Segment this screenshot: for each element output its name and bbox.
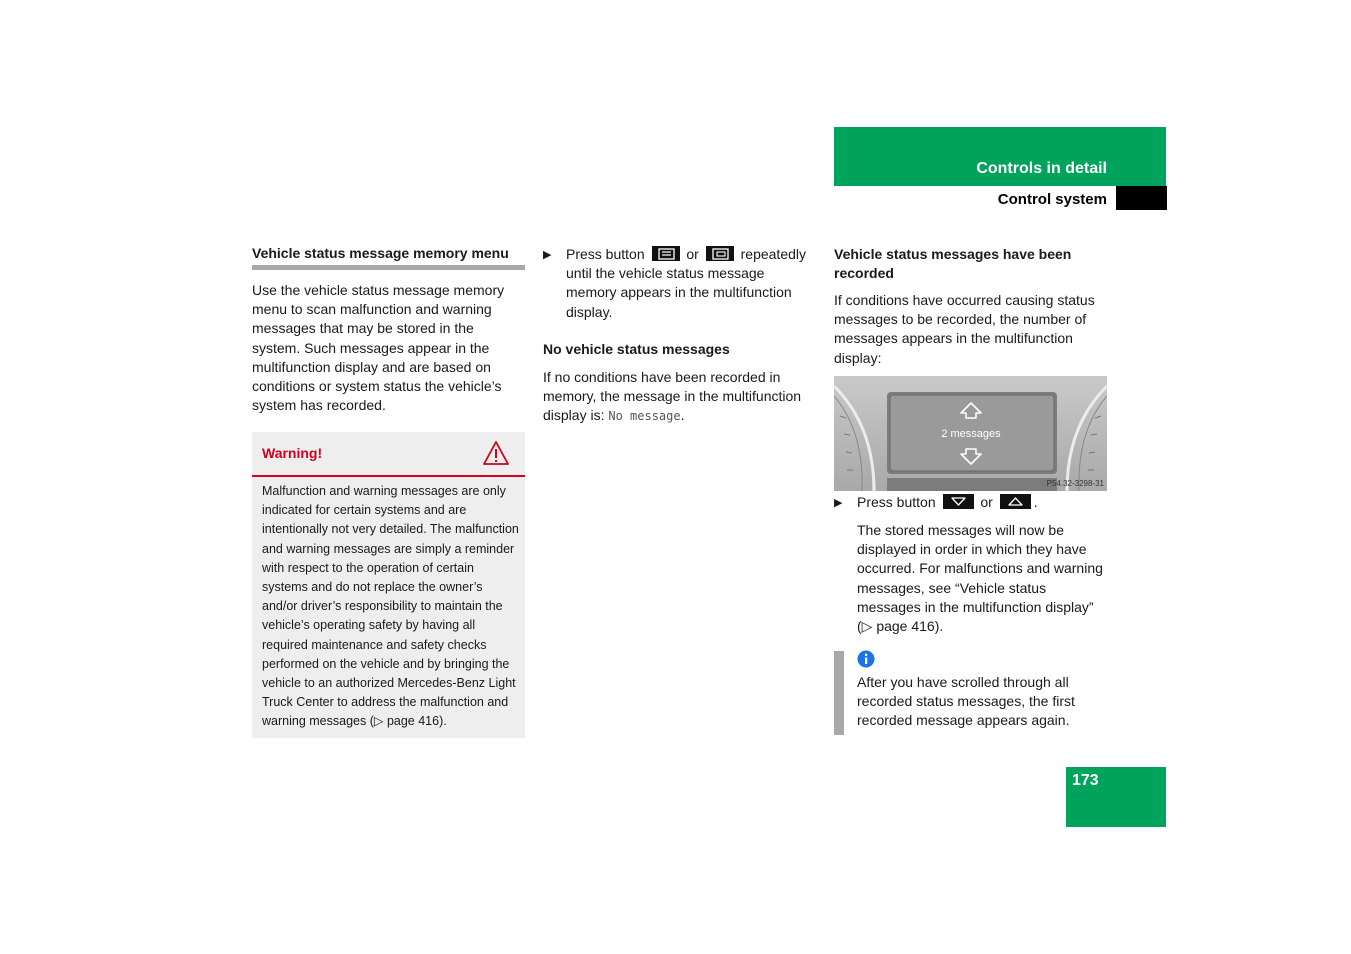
no-messages-text-end: . <box>680 407 685 424</box>
messages-recorded-heading: Vehicle status messages have been recorded <box>834 246 1072 282</box>
warning-triangle-icon <box>482 440 510 466</box>
step-bullet-icon: ▶ <box>543 249 552 261</box>
arrow-up-button-icon <box>1000 494 1031 509</box>
warning-text <box>262 482 520 732</box>
scroll-result-end: ). <box>934 618 944 635</box>
messages-recorded-text: If conditions have occurred causing status messages to be recorded, the number of messages appears in the multifunction display: <box>834 292 1095 366</box>
warning-text-main: Malfunction and warning messages are only indicated for certain systems and are intentionally not very detailed. The malfunction and warning messages are simply a reminder with respect to the operation of certain systems and do not replace the owner’s and/or driver’s responsibility to maintain the vehicle’s operating safety by having all required maintenance and safety checks performed on the vehicle and by bringing the vehicle to an authorized Mercedes-Benz Light Truck Center to address the malfunction and warning messages ( <box>262 484 519 729</box>
warning-text-end: ). <box>439 714 447 729</box>
scroll-button-step <box>857 493 1107 512</box>
memory-menu-intro: Use the vehicle status message memory menu to scan malfunction and warning messages that may be stored in the system. Such messages appear in the multifunction display and are based on conditions or system status the vehicle’s system has recorded. <box>252 282 505 414</box>
no-messages-heading: No vehicle status messages <box>543 341 730 357</box>
warning-rule <box>252 475 525 477</box>
page-number: 173 <box>1072 772 1099 789</box>
subsection-title: Control system <box>997 191 1107 208</box>
step-text-end: . <box>1033 494 1038 510</box>
step-text-or: or <box>686 246 699 262</box>
step-text-start: Press button <box>857 494 936 510</box>
info-icon <box>857 650 875 668</box>
header-marker <box>1116 186 1167 210</box>
arrow-down-button-icon <box>943 494 974 509</box>
multifunction-display-image <box>834 376 1107 491</box>
info-text: After you have scrolled through all recorded status messages, the first recorded message appears again. <box>857 674 1075 729</box>
no-messages-text-main: If no conditions have been recorded in memory, the message in the multifunction display is: <box>543 369 802 424</box>
step-text-or: or <box>980 494 993 510</box>
step-text-start: Press button <box>566 246 645 262</box>
scroll-result-main: The stored messages will now be displayed in order in which they have occurred. For malfunctions and warning messages, see “Vehicle status messages in the multifunction display” ( <box>857 522 1103 635</box>
memory-menu-heading: Vehicle status message memory menu <box>252 245 509 261</box>
section-title: Controls in detail <box>976 160 1107 177</box>
display-count-text: 2 messages <box>941 428 1001 440</box>
image-code-text: P54.32-3298-31 <box>1046 479 1104 488</box>
step-bullet-icon: ▶ <box>834 497 843 509</box>
scroll-result-text <box>857 521 1107 636</box>
heading-rule <box>252 265 525 270</box>
info-bar <box>834 651 844 735</box>
step-text-end: repeatedly until the vehicle status message memory appears in the multifunction display. <box>566 246 807 320</box>
display-prev-button-icon <box>652 246 680 261</box>
display-message-text: No message <box>608 409 681 424</box>
warning-title: Warning! <box>262 445 323 461</box>
result-page-ref[interactable]: ▷ page 416 <box>861 618 935 635</box>
press-button-step <box>566 245 816 322</box>
display-next-button-icon <box>706 246 734 261</box>
warning-page-ref[interactable]: ▷ page 416 <box>373 714 440 729</box>
no-messages-text <box>543 368 815 427</box>
